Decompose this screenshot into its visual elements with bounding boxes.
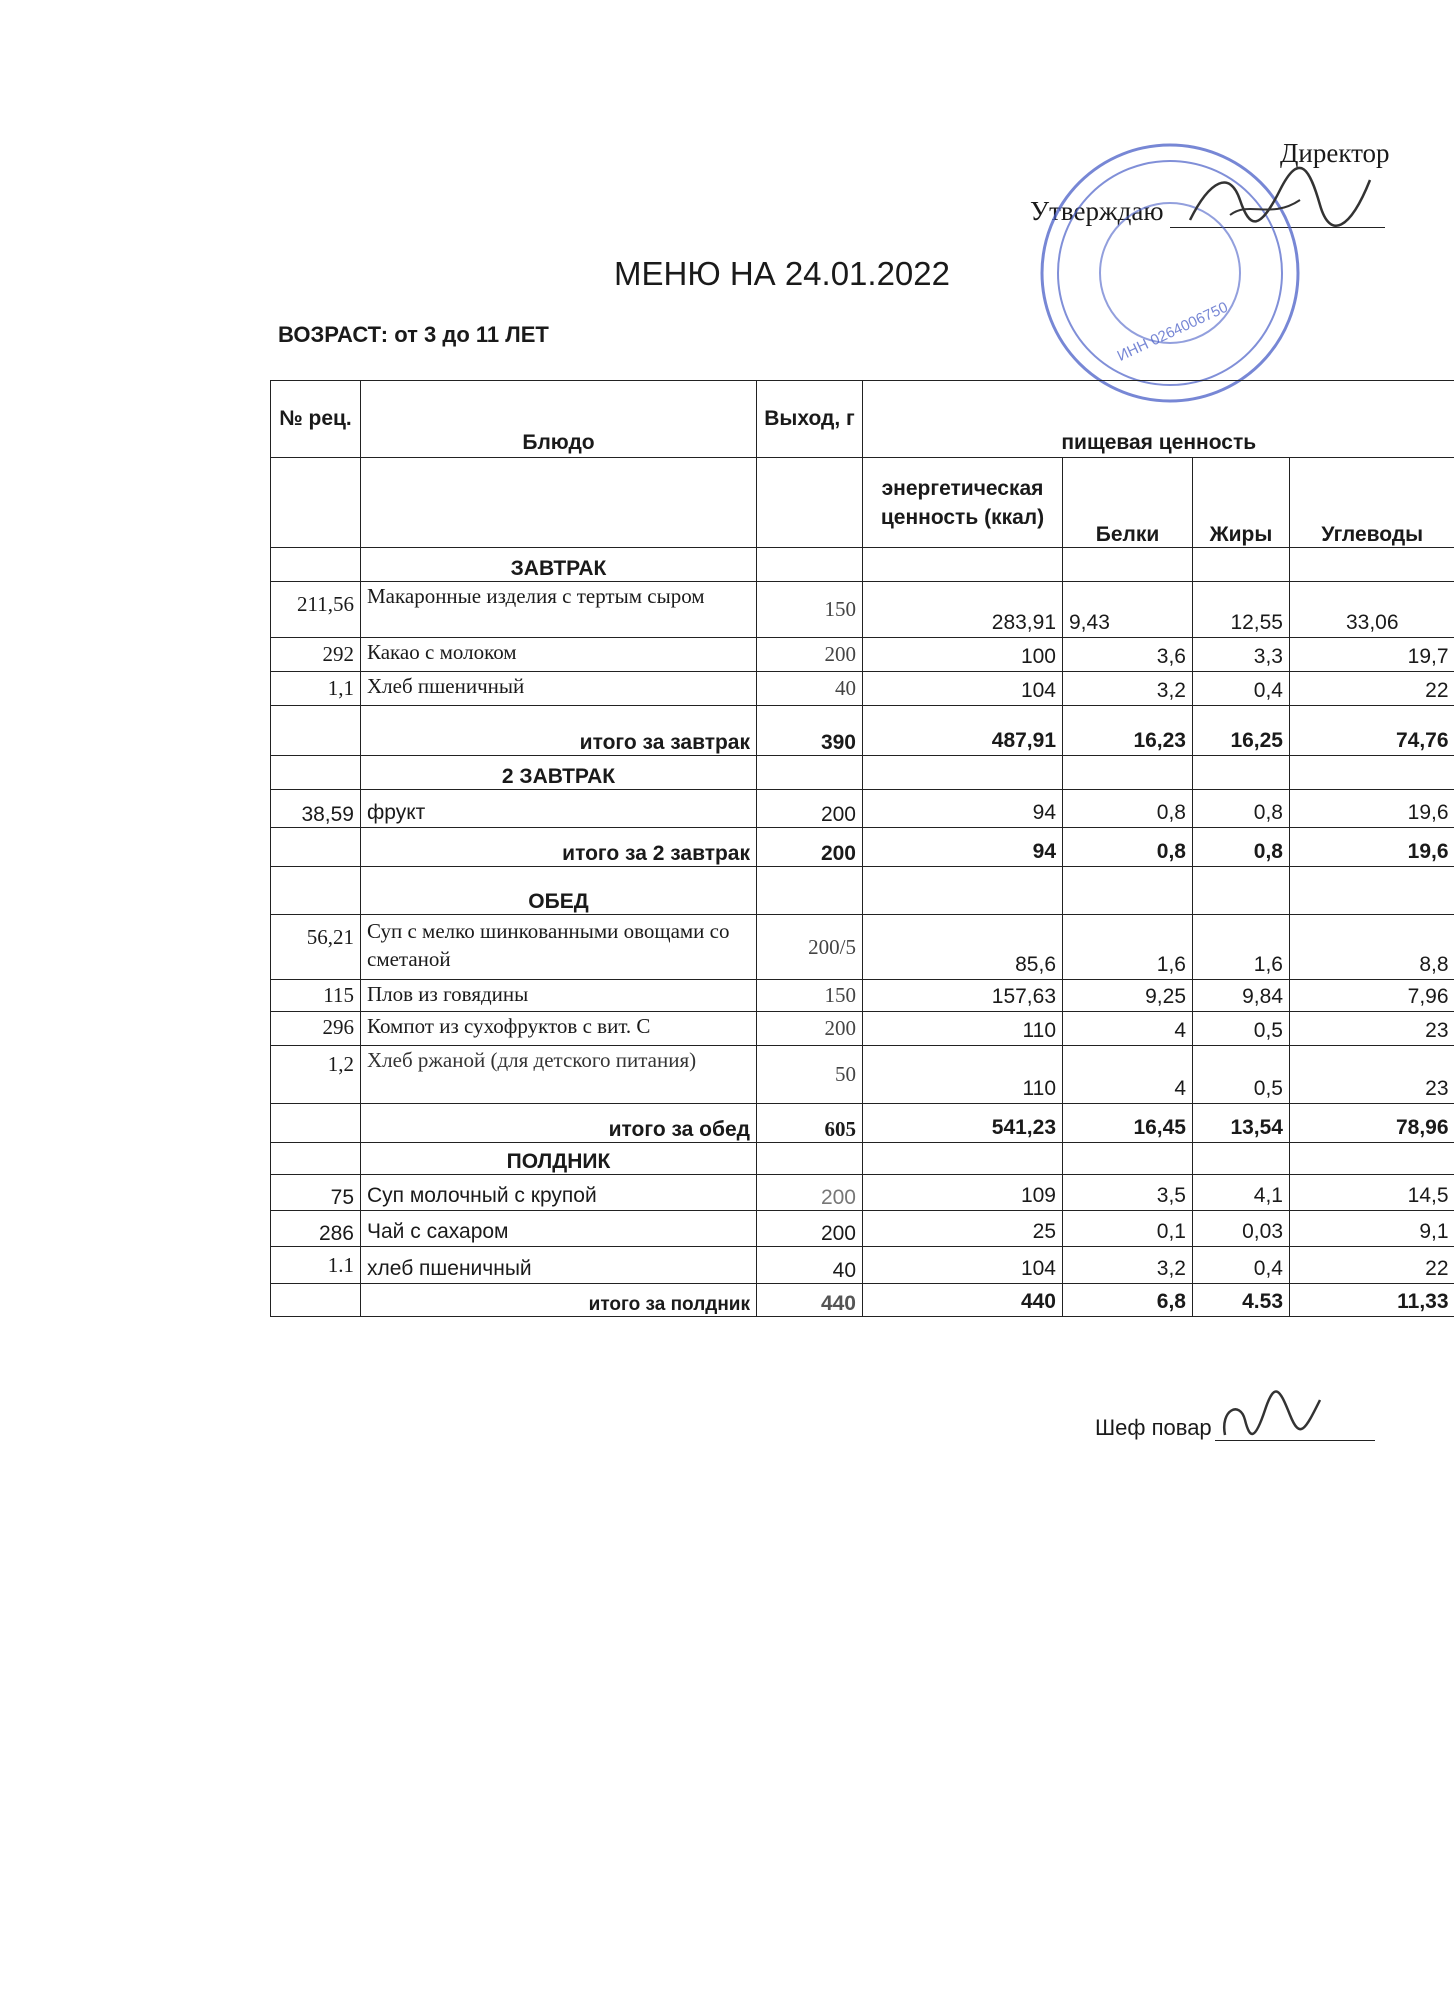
fat: 13,54 — [1193, 1104, 1290, 1143]
carbs: 22 — [1290, 1247, 1454, 1284]
protein: 3,2 — [1063, 672, 1193, 706]
output: 150 — [757, 980, 863, 1012]
chef-signature — [1210, 1380, 1330, 1450]
table-row — [271, 980, 1454, 1012]
energy: 104 — [863, 672, 1063, 706]
carbs: 14,5 — [1290, 1175, 1454, 1211]
page-title: МЕНЮ НА 24.01.2022 — [613, 255, 950, 292]
carbs: 23 — [1290, 1012, 1454, 1046]
protein: 3,6 — [1063, 638, 1193, 672]
carbs: 33,06 — [1290, 582, 1454, 638]
table-row — [271, 672, 1454, 706]
recipe-no: 1.1 — [271, 1247, 361, 1284]
recipe-no: 211,56 — [271, 582, 361, 638]
carbs: 23 — [1290, 1046, 1454, 1104]
fat: 0,5 — [1193, 1046, 1290, 1104]
recipe-no: 115 — [271, 980, 361, 1012]
dish-name: Какао с молоком — [361, 638, 757, 672]
carbs: 7,96 — [1290, 980, 1454, 1012]
total-label: итого за полдник — [361, 1284, 757, 1317]
stamp-inn: ИНН 0264006750 — [1114, 298, 1231, 365]
col-header-dish: Блюдо — [361, 381, 757, 458]
output: 40 — [757, 1247, 863, 1284]
energy: 85,6 — [863, 915, 1063, 980]
protein: 4 — [1063, 1012, 1193, 1046]
dish-name: Хлеб пшеничный — [361, 672, 757, 706]
energy: 110 — [863, 1046, 1063, 1104]
fat: 16,25 — [1193, 706, 1290, 756]
total-row — [271, 828, 1454, 867]
energy: 94 — [863, 790, 1063, 828]
carbs: 9,1 — [1290, 1211, 1454, 1247]
director-label: Директор — [1280, 138, 1390, 168]
output: 40 — [757, 672, 863, 706]
fat: 1,6 — [1193, 915, 1290, 980]
table-row — [271, 582, 1454, 638]
section-snack: ПОЛДНИК — [361, 1143, 757, 1175]
fat: 0,8 — [1193, 790, 1290, 828]
total-row — [271, 706, 1454, 756]
dish-name: Макаронные изделия с тертым сыром — [361, 582, 757, 638]
chef-label: Шеф повар — [1095, 1415, 1212, 1440]
col-header-protein: Белки — [1063, 458, 1193, 548]
output: 440 — [757, 1284, 863, 1317]
dish-name: Суп с мелко шинкованными овощами со сметаной — [361, 915, 757, 980]
output: 50 — [757, 1046, 863, 1104]
fat: 4.53 — [1193, 1284, 1290, 1317]
dish-name: Компот из сухофруктов с вит. С — [361, 1012, 757, 1046]
protein: 4 — [1063, 1046, 1193, 1104]
col-header-output: Выход, г — [757, 381, 863, 458]
fat: 0,4 — [1193, 1247, 1290, 1284]
carbs: 8,8 — [1290, 915, 1454, 980]
table-row — [271, 790, 1454, 828]
header-blank — [757, 458, 863, 548]
table-row — [271, 915, 1454, 980]
menu-table — [270, 380, 1454, 1317]
dish-name: Суп молочный с крупой — [361, 1175, 757, 1211]
table-row — [271, 1046, 1454, 1104]
energy: 109 — [863, 1175, 1063, 1211]
protein: 16,45 — [1063, 1104, 1193, 1143]
fat: 0,4 — [1193, 672, 1290, 706]
col-header-carbs: Углеводы — [1290, 458, 1454, 548]
output: 200 — [757, 1211, 863, 1247]
carbs: 22 — [1290, 672, 1454, 706]
output: 390 — [757, 706, 863, 756]
energy: 104 — [863, 1247, 1063, 1284]
output: 200 — [757, 1012, 863, 1046]
carbs: 11,33 — [1290, 1284, 1454, 1317]
output: 200 — [757, 790, 863, 828]
section-lunch: ОБЕД — [361, 867, 757, 915]
carbs: 78,96 — [1290, 1104, 1454, 1143]
fat: 9,84 — [1193, 980, 1290, 1012]
recipe-no: 1,1 — [271, 672, 361, 706]
total-row — [271, 1104, 1454, 1143]
table-row — [271, 638, 1454, 672]
total-label: итого за 2 завтрак — [361, 828, 757, 867]
energy: 110 — [863, 1012, 1063, 1046]
protein: 0,1 — [1063, 1211, 1193, 1247]
total-label: итого за завтрак — [361, 706, 757, 756]
table-row — [271, 1012, 1454, 1046]
output: 200/5 — [757, 915, 863, 980]
output: 200 — [757, 1175, 863, 1211]
col-header-energy: энергетическая ценность (ккал) — [863, 458, 1063, 548]
recipe-no: 286 — [271, 1211, 361, 1247]
age-label: ВОЗРАСТ: от 3 до 11 ЛЕТ — [278, 322, 549, 347]
dish-name: Плов из говядины — [361, 980, 757, 1012]
dish-name: хлеб пшеничный — [361, 1247, 757, 1284]
output: 200 — [757, 828, 863, 867]
recipe-no: 292 — [271, 638, 361, 672]
fat: 0,03 — [1193, 1211, 1290, 1247]
recipe-no: 75 — [271, 1175, 361, 1211]
protein: 9,25 — [1063, 980, 1193, 1012]
output: 605 — [757, 1104, 863, 1143]
protein: 1,6 — [1063, 915, 1193, 980]
fat: 4,1 — [1193, 1175, 1290, 1211]
table-row — [271, 1175, 1454, 1211]
col-header-no: № рец. — [271, 381, 361, 458]
protein: 0,8 — [1063, 790, 1193, 828]
protein: 9,43 — [1063, 582, 1193, 638]
energy: 157,63 — [863, 980, 1063, 1012]
table-row — [271, 1211, 1454, 1247]
fat: 0,8 — [1193, 828, 1290, 867]
approve-label: Утверждаю — [1030, 196, 1164, 226]
section-breakfast2: 2 ЗАВТРАК — [361, 756, 757, 790]
output: 200 — [757, 638, 863, 672]
fat: 3,3 — [1193, 638, 1290, 672]
energy: 25 — [863, 1211, 1063, 1247]
protein: 3,2 — [1063, 1247, 1193, 1284]
fat: 0,5 — [1193, 1012, 1290, 1046]
header-blank — [271, 458, 361, 548]
col-header-nutrition: пищевая ценность — [863, 381, 1454, 458]
recipe-no: 296 — [271, 1012, 361, 1046]
recipe-no: 1,2 — [271, 1046, 361, 1104]
fat: 12,55 — [1193, 582, 1290, 638]
energy: 487,91 — [863, 706, 1063, 756]
total-label: итого за обед — [361, 1104, 757, 1143]
dish-name: фрукт — [361, 790, 757, 828]
energy: 100 — [863, 638, 1063, 672]
output: 150 — [757, 582, 863, 638]
header-blank — [361, 458, 757, 548]
director-signature — [1170, 160, 1390, 250]
recipe-no: 56,21 — [271, 915, 361, 980]
dish-name: Чай с сахаром — [361, 1211, 757, 1247]
carbs: 19,6 — [1290, 828, 1454, 867]
carbs: 19,6 — [1290, 790, 1454, 828]
energy: 283,91 — [863, 582, 1063, 638]
protein: 16,23 — [1063, 706, 1193, 756]
col-header-fat: Жиры — [1193, 458, 1290, 548]
recipe-no: 38,59 — [271, 790, 361, 828]
energy: 94 — [863, 828, 1063, 867]
table-row — [271, 1247, 1454, 1284]
energy: 541,23 — [863, 1104, 1063, 1143]
protein: 0,8 — [1063, 828, 1193, 867]
energy: 440 — [863, 1284, 1063, 1317]
carbs: 19,7 — [1290, 638, 1454, 672]
protein: 6,8 — [1063, 1284, 1193, 1317]
dish-name: Хлеб ржаной (для детского питания) — [361, 1046, 757, 1104]
protein: 3,5 — [1063, 1175, 1193, 1211]
section-breakfast: ЗАВТРАК — [361, 548, 757, 582]
carbs: 74,76 — [1290, 706, 1454, 756]
total-row — [271, 1284, 1454, 1317]
